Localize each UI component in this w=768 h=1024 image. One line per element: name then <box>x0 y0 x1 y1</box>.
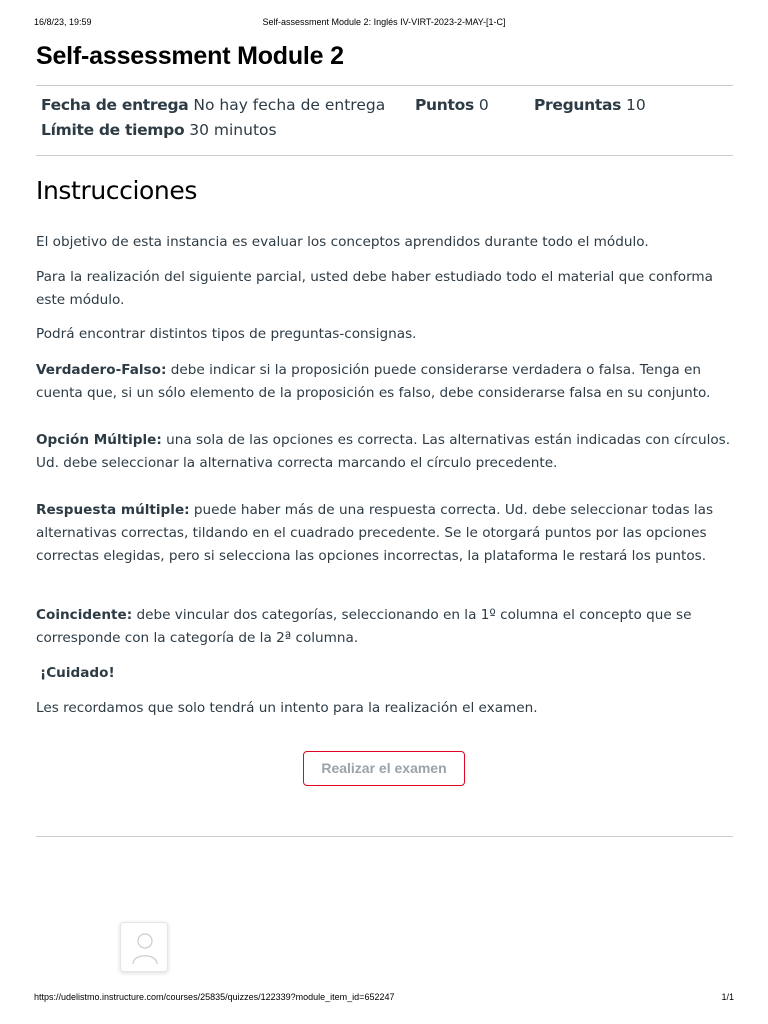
due-date-value: No hay fecha de entrega <box>193 96 386 114</box>
print-page-number: 1/1 <box>721 992 734 1002</box>
points-detail <box>415 96 489 114</box>
due-date-label: Fecha de entrega <box>41 96 189 114</box>
points-label: Puntos <box>415 96 474 114</box>
due-date-detail <box>41 96 385 114</box>
questions-detail <box>534 96 646 114</box>
attempt-reminder: Les recordamos que solo tendrá un intento para la realización el examen. <box>36 700 538 716</box>
time-limit-label: Límite de tiempo <box>41 121 185 139</box>
divider <box>36 85 733 86</box>
instructions-heading: Instrucciones <box>36 176 197 205</box>
questions-value: 10 <box>626 96 646 114</box>
user-avatar-icon <box>131 931 159 965</box>
multiple-response-label: Respuesta múltiple: <box>36 502 190 518</box>
time-limit-value: 30 minutos <box>189 121 277 139</box>
questions-label: Preguntas <box>534 96 622 114</box>
divider <box>36 155 733 156</box>
multiple-response-text: puede haber más de una respuesta correcta. Ud. debe seleccionar todas las alternativas correctas, tildando en el cuadrado precedente. Se le otorgará puntos por las opciones correctas elegidas, pero si selecciona las opciones incorrectas, la plataforma le restará los puntos. <box>36 502 714 564</box>
multiple-choice-description <box>36 429 736 475</box>
user-avatar[interactable] <box>120 922 168 972</box>
print-date: 16/8/23, 19:59 <box>34 17 92 27</box>
start-quiz-button[interactable]: Realizar el examen <box>303 751 465 786</box>
multiple-choice-text: una sola de las opciones es correcta. Las alternativas están indicadas con círculos. Ud. debe seleccionar la alternativa correcta marcando el círculo precedente. <box>36 432 731 471</box>
true-false-label: Verdadero-Falso: <box>36 362 167 378</box>
matching-label: Coincidente: <box>36 607 133 623</box>
instructions-paragraph: El objetivo de esta instancia es evaluar los conceptos aprendidos durante todo el módulo. <box>36 234 649 250</box>
instructions-paragraph: Podrá encontrar distintos tipos de preguntas-consignas. <box>36 326 417 342</box>
warning-text <box>40 662 740 685</box>
multiple-response-description <box>36 499 736 568</box>
matching-text: debe vincular dos categorías, seleccionando en la 1º columna el concepto que se corresponde con la categoría de la 2ª columna. <box>36 607 692 646</box>
matching-description <box>36 604 736 650</box>
print-title: Self-assessment Module 2: Inglés IV-VIRT-2023-2-MAY-[1-C] <box>262 17 506 27</box>
points-value: 0 <box>478 96 489 114</box>
divider <box>36 836 733 837</box>
warning-label: ¡Cuidado! <box>40 665 115 681</box>
print-url: https://udelistmo.instructure.com/courses/25835/quizzes/122339?module_item_id=652247 <box>34 992 395 1002</box>
instructions-paragraph: Para la realización del siguiente parcial, usted debe haber estudiado todo el material que conforma este módulo. <box>36 269 713 308</box>
true-false-description <box>36 359 736 405</box>
true-false-text: debe indicar si la proposición puede considerarse verdadera o falsa. Tenga en cuenta que, si un sólo elemento de la proposición es falso, debe considerarse falsa en su conjunto. <box>36 362 711 401</box>
print-footer <box>0 992 768 1006</box>
print-header <box>0 17 768 31</box>
page-title: Self-assessment Module 2 <box>36 42 344 70</box>
multiple-choice-label: Opción Múltiple: <box>36 432 162 448</box>
time-limit-detail <box>41 121 277 139</box>
